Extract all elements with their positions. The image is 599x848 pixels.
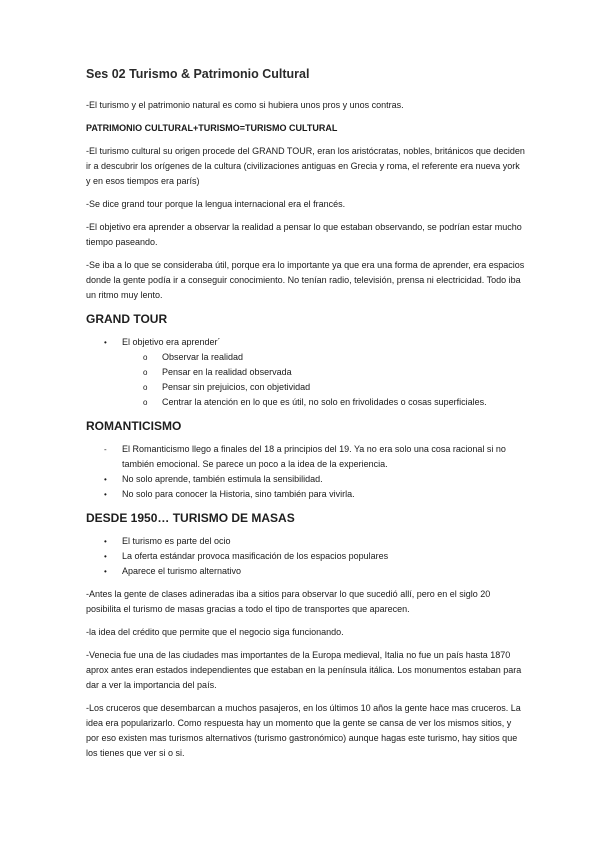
list-item-text: Aparece el turismo alternativo xyxy=(122,566,242,576)
sub-list-item-text: Pensar en la realidad observada xyxy=(162,367,292,377)
paragraph: -El objetivo era aprender a observar la realidad a pensar lo que estaban observando, se podrían estar mucho tiempo paseando. xyxy=(86,222,522,247)
sub-list-item-text: Pensar sin prejuicios, con objetividad xyxy=(162,382,311,392)
list-item-text: No solo para conocer la Historia, sino también para vivirla. xyxy=(122,489,355,499)
list-item xyxy=(86,487,526,502)
list-item-text: No solo aprende, también estimula la sensibilidad. xyxy=(122,474,323,484)
paragraph: -Se dice grand tour porque la lengua internacional era el francés. xyxy=(86,199,346,209)
list-item-text: El objetivo era aprender´ xyxy=(122,337,221,347)
romanticismo-list xyxy=(86,442,526,502)
list-item xyxy=(86,472,526,487)
bullet-marker: • xyxy=(104,537,107,546)
list-item-text: La oferta estándar provoca masificación de los espacios populares xyxy=(122,551,389,561)
intro-paragraph: -El turismo y el patrimonio natural es como si hubiera unos pros y unos contras. xyxy=(86,100,404,110)
paragraph: -El turismo cultural su origen procede del GRAND TOUR, eran los aristócratas, nobles, británicos que deciden ir a descubrir los orígenes de la cultura (civilizaciones antiguas en Grecia y roma, el referente era nueva york y en esos tiempos era parís) xyxy=(86,146,525,186)
sub-list-item xyxy=(86,365,526,380)
list-item xyxy=(86,564,526,579)
bullet-marker: • xyxy=(104,475,107,484)
section-heading-romanticismo: ROMANTICISMO xyxy=(86,419,182,433)
list-item xyxy=(86,442,526,472)
document-page xyxy=(86,66,526,769)
sub-list-item-text: Observar la realidad xyxy=(162,352,244,362)
document-title: Ses 02 Turismo & Patrimonio Cultural xyxy=(86,67,310,81)
bullet-marker: • xyxy=(104,552,107,561)
equation-subtitle: PATRIMONIO CULTURAL+TURISMO=TURISMO CULTURAL xyxy=(86,123,338,133)
dash-marker: - xyxy=(104,445,107,454)
paragraph: -la idea del crédito que permite que el negocio siga funcionando. xyxy=(86,627,344,637)
bullet-marker: • xyxy=(104,338,107,347)
paragraph: -Los cruceros que desembarcan a muchos pasajeros, en los últimos 10 años la gente hace mas cruceros. La idea era popularizarlo. Como respuesta hay un momento que la gente se cansa de ver los mismos sitios, y por eso existen mas turismos alternativos (turismo gastronómico) aunque hagas este turismo, hay sitios que los tienes que ver si o si. xyxy=(86,703,521,758)
sub-list-item xyxy=(86,380,526,395)
sub-list-item xyxy=(86,350,526,365)
section-heading-masas: DESDE 1950… TURISMO DE MASAS xyxy=(86,511,295,525)
paragraph: -Antes la gente de clases adineradas iba a sitios para observar lo que sucedió allí, pero en el siglo 20 posibilita el turismo de masas gracias a todo el tipo de transportes que aparecen. xyxy=(86,589,491,614)
grand-tour-list xyxy=(86,335,526,410)
paragraph: -Venecia fue una de las ciudades mas importantes de la Europa medieval, Italia no fue un país hasta 1870 aprox antes eran estados independientes que estaban en la península itálica. Los monumentos estaban para dar a ver la importancia del país. xyxy=(86,650,522,690)
sub-bullet-marker: o xyxy=(143,368,148,377)
sub-list-item xyxy=(86,395,526,410)
bullet-marker: • xyxy=(104,490,107,499)
sub-bullet-marker: o xyxy=(143,353,148,362)
list-item-text: El turismo es parte del ocio xyxy=(122,536,231,546)
sub-bullet-marker: o xyxy=(143,398,148,407)
sub-bullet-marker: o xyxy=(143,383,148,392)
section-heading-grand-tour: GRAND TOUR xyxy=(86,312,168,326)
bullet-marker: • xyxy=(104,567,107,576)
list-item-text: El Romanticismo llego a finales del 18 a principios del 19. Ya no era solo una cosa racional si no también emocional. Se parece un poco a la idea de la experiencia. xyxy=(122,444,506,469)
sub-list-item-text: Centrar la atención en lo que es útil, no solo en frivolidades o cosas superficiales. xyxy=(162,397,487,407)
list-item xyxy=(86,534,526,549)
list-item xyxy=(86,549,526,564)
masas-list xyxy=(86,534,526,579)
paragraph: -Se iba a lo que se consideraba útil, porque era lo importante ya que era una forma de aprender, era espacios donde la gente podía ir a conseguir conocimiento. No tenían radio, televisión, prensa ni electricidad. Todo iba un ritmo muy lento. xyxy=(86,260,525,300)
list-item xyxy=(86,335,526,350)
